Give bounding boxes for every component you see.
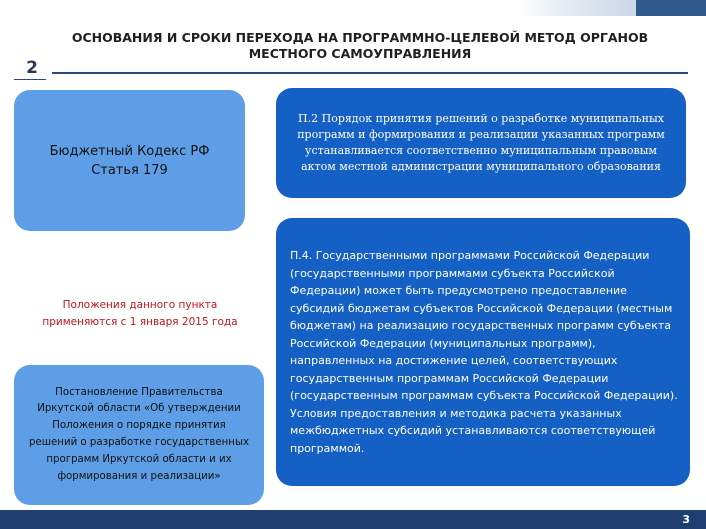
subsidy-clause-box <box>276 218 690 486</box>
order-clause-box <box>276 88 686 198</box>
irkutsk-resolution-box <box>14 365 264 505</box>
slide-title: ОСНОВАНИЯ И СРОКИ ПЕРЕХОДА НА ПРОГРАММНО-ЦЕЛЕВОЙ МЕТОД ОРГАНОВ МЕСТНОГО САМОУПРАВЛЕНИЯ <box>71 30 649 61</box>
irkutsk-resolution-text: Постановление Правительства Иркутской области «Об утверждении Положения о порядке принятия решений о разработке государственных программ Иркутской области и их формирования и реализации» <box>28 386 250 482</box>
order-clause-text: П.2 Порядок принятия решений о разработке муниципальных программ и формирования и реализации указанных программ устанавливается соответственно муниципальным правовым актом местной администрации муниципального образования <box>297 112 665 173</box>
dates-note-text: Положения данного пункта применяются с 1 января 2015 года <box>42 299 238 328</box>
budget-code-text: Бюджетный Кодекс РФ Статья 179 <box>49 143 210 178</box>
dates-note-box <box>28 264 252 364</box>
page-number: 3 <box>682 513 690 526</box>
budget-code-box <box>14 90 245 231</box>
header-decoration-dark <box>636 0 706 16</box>
title-divider-left <box>14 79 46 80</box>
subsidy-clause-text: П.4. Государственными программами Российской Федерации (государственными программами субъекта Российской Федерации) может быть предусмотрено предоставление субсидий бюджетам субъектов Российской Федерации (местным бюджетам) на реализацию государственных программ субъекта Российской Федерации (муниципальных программ), направленных на достижение целей, соответствующих государственным программам Российской Федерации (государственным программам субъекта Российской Федерации). Условия предоставления и методика расчета указанных межбюджетных субсидий устанавливаются соответствующей программой. <box>290 249 678 455</box>
title-divider <box>52 72 688 74</box>
footer-bar <box>0 510 706 529</box>
section-number: 2 <box>26 58 38 78</box>
